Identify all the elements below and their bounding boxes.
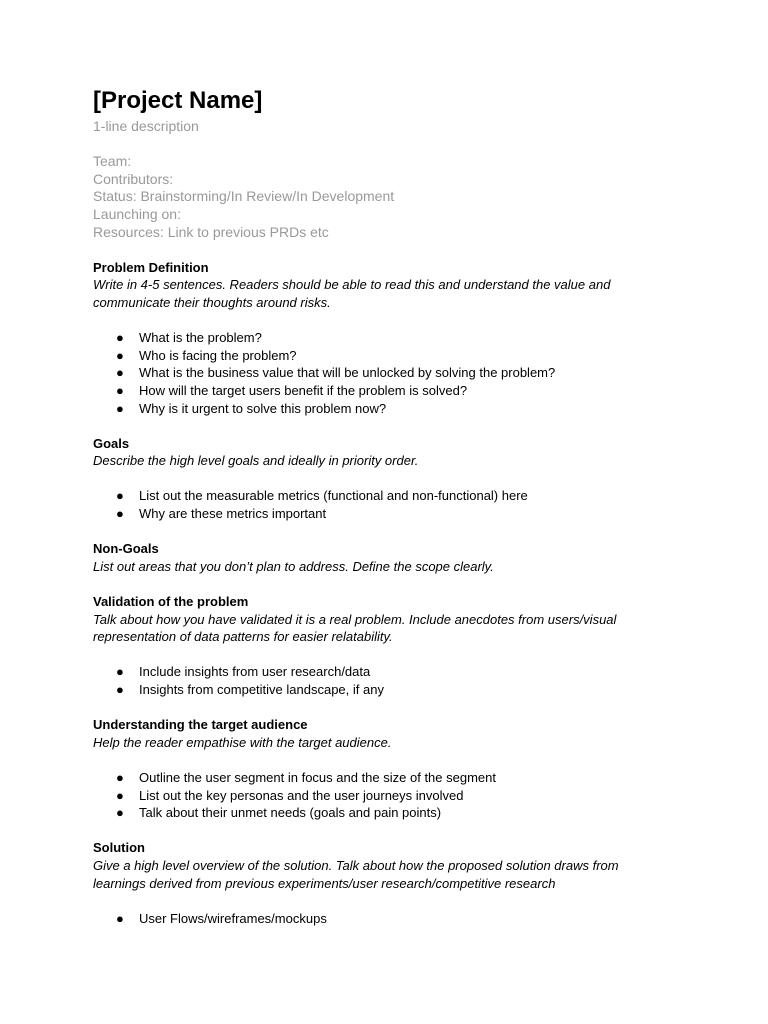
section-description: List out areas that you don’t plan to address. Define the scope clearly. bbox=[93, 558, 494, 574]
list-item-text: User Flows/wireframes/mockups bbox=[139, 910, 327, 926]
list-item-text: What is the business value that will be unlocked by solving the problem? bbox=[139, 365, 556, 381]
bullet-list bbox=[93, 910, 672, 928]
section-heading: Validation of the problem bbox=[93, 594, 249, 610]
bullet-icon: ● bbox=[116, 664, 124, 680]
meta-status: Status: Brainstorming/In Review/In Development bbox=[93, 188, 395, 205]
section-description: Write in 4-5 sentences. Readers should be able to read this and understand the value and communicate their thoughts around risks. bbox=[93, 277, 611, 310]
bullet-list bbox=[93, 663, 672, 698]
list-item-text: Why are these metrics important bbox=[139, 506, 327, 522]
list-item bbox=[93, 787, 672, 805]
list-item-text: How will the target users benefit if the problem is solved? bbox=[139, 382, 468, 398]
bullet-icon: ● bbox=[116, 506, 124, 522]
list-item bbox=[93, 663, 672, 681]
list-item-text: Why is it urgent to solve this problem now? bbox=[139, 400, 387, 416]
section-heading: Problem Definition bbox=[93, 259, 209, 275]
meta-block bbox=[93, 153, 672, 241]
bullet-list bbox=[93, 329, 672, 417]
section bbox=[93, 839, 672, 927]
section bbox=[93, 540, 672, 575]
section bbox=[93, 593, 672, 699]
list-item bbox=[93, 910, 672, 928]
section-description: Give a high level overview of the solution. Talk about how the proposed solution draws from learnings derived from previous experiments/user research/competitive research bbox=[93, 857, 619, 891]
list-item bbox=[93, 681, 672, 699]
section-description: Describe the high level goals and ideally in priority order. bbox=[93, 453, 419, 469]
section-heading: Solution bbox=[93, 840, 145, 856]
list-item bbox=[93, 487, 672, 505]
section-heading: Understanding the target audience bbox=[93, 717, 308, 733]
bullet-icon: ● bbox=[116, 400, 124, 416]
list-item bbox=[93, 769, 672, 787]
meta-resources: Resources: Link to previous PRDs etc bbox=[93, 223, 329, 240]
list-item bbox=[93, 347, 672, 365]
list-item-text: What is the problem? bbox=[139, 330, 262, 346]
list-item-text: Insights from competitive landscape, if any bbox=[139, 682, 384, 697]
section-description: Help the reader empathise with the target audience. bbox=[93, 734, 392, 750]
list-item bbox=[93, 382, 672, 400]
list-item bbox=[93, 400, 672, 418]
bullet-list bbox=[93, 769, 672, 822]
bullet-icon: ● bbox=[116, 330, 124, 346]
bullet-icon: ● bbox=[116, 787, 124, 803]
section bbox=[93, 435, 672, 523]
section bbox=[93, 259, 672, 417]
list-item bbox=[93, 505, 672, 523]
section-description: Talk about how you have validated it is a real problem. Include anecdotes from users/visual representation of data patterns for easier relatability. bbox=[93, 611, 617, 645]
meta-team: Team: bbox=[93, 153, 132, 170]
meta-launching-on: Launching on: bbox=[93, 205, 181, 222]
sections-container bbox=[93, 259, 672, 928]
bullet-icon: ● bbox=[116, 769, 124, 785]
bullet-icon: ● bbox=[116, 682, 124, 697]
list-item-text: List out the measurable metrics (functional and non-functional) here bbox=[139, 488, 528, 504]
list-item bbox=[93, 329, 672, 347]
page-title: [Project Name] bbox=[93, 87, 263, 114]
page-subtitle: 1-line description bbox=[93, 118, 199, 134]
list-item bbox=[93, 364, 672, 382]
meta-contributors: Contributors: bbox=[93, 170, 174, 187]
list-item bbox=[93, 804, 672, 822]
bullet-icon: ● bbox=[116, 910, 124, 926]
bullet-icon: ● bbox=[116, 365, 124, 381]
bullet-icon: ● bbox=[116, 488, 124, 504]
section-heading: Non-Goals bbox=[93, 541, 159, 557]
bullet-list bbox=[93, 487, 672, 522]
bullet-icon: ● bbox=[116, 805, 124, 821]
section bbox=[93, 716, 672, 822]
list-item-text: Who is facing the problem? bbox=[139, 347, 297, 363]
list-item-text: List out the key personas and the user journeys involved bbox=[139, 787, 464, 803]
bullet-icon: ● bbox=[116, 347, 124, 363]
section-heading: Goals bbox=[93, 435, 130, 451]
list-item-text: Outline the user segment in focus and the size of the segment bbox=[139, 769, 496, 785]
list-item-text: Talk about their unmet needs (goals and pain points) bbox=[139, 805, 442, 821]
bullet-icon: ● bbox=[116, 382, 124, 398]
list-item-text: Include insights from user research/data bbox=[139, 664, 371, 680]
